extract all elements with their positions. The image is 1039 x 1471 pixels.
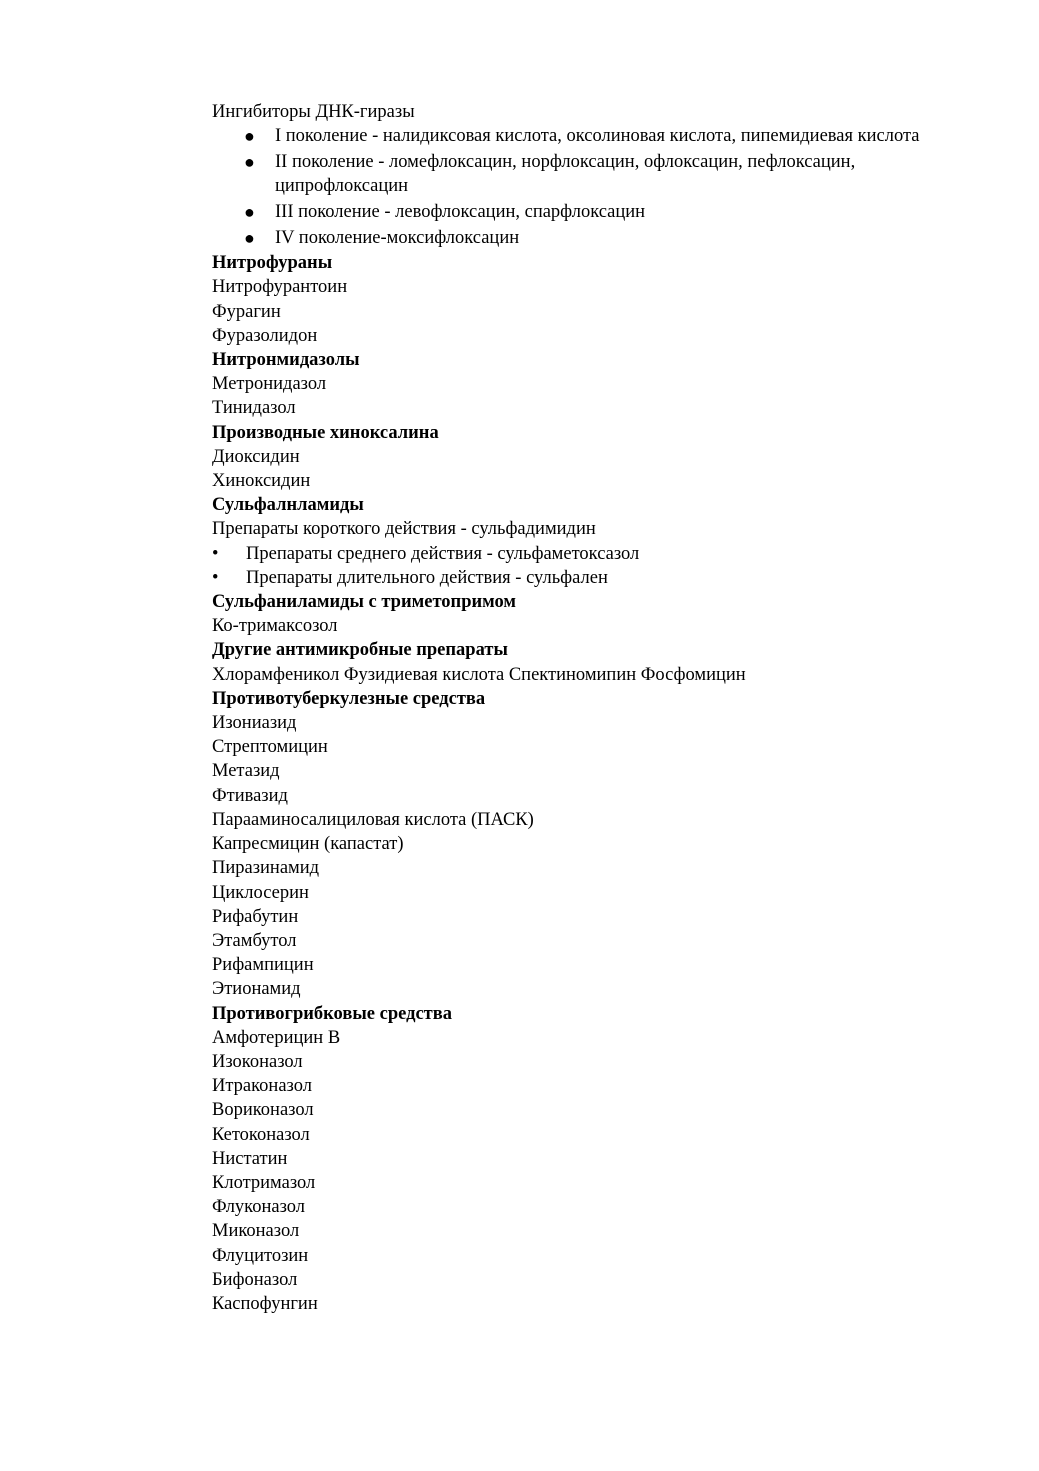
section-heading-antifungals: Противогрибковые средства	[212, 1003, 452, 1024]
drug-item: Итраконазол	[212, 1076, 312, 1097]
section-heading-other-antimicrobials: Другие антимикробные препараты	[212, 640, 508, 661]
section-heading-nitrofurans: Нитрофураны	[212, 253, 333, 274]
section-heading-sulfonamides: Сульфалнламиды	[212, 495, 364, 516]
generation-text: III поколение - левофлоксацин, спарфлоксацин	[275, 201, 646, 222]
drug-item: Бифоназол	[212, 1269, 298, 1290]
bullet-icon: ●	[244, 151, 255, 172]
drug-item: Кетоконазол	[212, 1124, 310, 1145]
drug-item: Рифабутин	[212, 906, 299, 927]
document-page	[212, 100, 972, 1316]
drug-item: Стрептомицин	[212, 737, 328, 758]
drug-item: Метазид	[212, 761, 280, 782]
drug-item: Каспофунгин	[212, 1293, 318, 1314]
drug-item: Флуконазол	[212, 1197, 306, 1218]
drug-item: Нитрофурантоин	[212, 277, 348, 298]
sulfonamide-item-1	[212, 542, 972, 566]
section-heading-antituberculosis: Противотуберкулезные средства	[212, 688, 486, 709]
generation-text: IV поколение-моксифлоксацин	[275, 227, 520, 248]
section-heading-sulfa-trimethoprim: Сульфаниламиды с триметопримом	[212, 592, 517, 613]
generation-list	[212, 124, 972, 250]
sulfonamide-list	[212, 542, 972, 590]
generation-text: II поколение - ломефлоксацин, норфлоксацин, офлоксацин, пефлоксацин, ципрофлоксацин	[275, 151, 856, 197]
bullet-icon: ●	[244, 126, 255, 147]
drug-item: Тинидазол	[212, 398, 296, 419]
drug-item: Флуцитозин	[212, 1245, 309, 1266]
generation-text: I поколение - налидиксовая кислота, оксолиновая кислота, пипемидиевая кислота	[275, 126, 920, 147]
generation-item-1	[212, 124, 955, 148]
generation-item-4	[212, 226, 955, 250]
drug-item: Изоконазол	[212, 1051, 303, 1072]
generation-item-3	[212, 200, 955, 224]
bullet-icon: ●	[244, 201, 255, 222]
drug-item: Миконазол	[212, 1221, 300, 1242]
drug-item: Пиразинамид	[212, 858, 320, 879]
drug-item: Капресмицин (капастат)	[212, 834, 404, 855]
bullet-icon: •	[212, 543, 219, 564]
drug-item: Парааминосалициловая кислота (ПАСК)	[212, 809, 534, 830]
drug-item: Хиноксидин	[212, 471, 311, 492]
drug-item: Амфотерицин В	[212, 1027, 341, 1048]
generation-item-2	[212, 150, 955, 198]
drug-item: Вориконазол	[212, 1100, 314, 1121]
drug-item: Изониазид	[212, 713, 297, 734]
drug-item: Фтивазид	[212, 785, 288, 806]
drug-item: Метронидазол	[212, 374, 327, 395]
drug-item: Препараты короткого действия - сульфадимидин	[212, 519, 596, 540]
drug-item: Циклосерин	[212, 882, 309, 903]
section-heading-nitroimidazoles: Нитронмидазолы	[212, 350, 360, 371]
drug-item: Клотримазол	[212, 1172, 316, 1193]
drug-item: Ко-тримаксозол	[212, 616, 338, 637]
sulfonamide-text: Препараты среднего действия - сульфаметоксазол	[246, 543, 640, 564]
drug-item: Фурагин	[212, 301, 281, 322]
drug-item: Нистатин	[212, 1148, 288, 1169]
dna-gyrase-heading: Ингибиторы ДНК-гиразы	[212, 102, 415, 122]
drug-item: Фуразолидон	[212, 325, 318, 346]
drug-item: Рифампицин	[212, 955, 314, 976]
drug-item: Этамбутол	[212, 930, 297, 951]
sulfonamide-text: Препараты длительного действия - сульфален	[246, 567, 608, 588]
bullet-icon: ●	[244, 227, 255, 248]
section-heading-quinoxalines: Производные хиноксалина	[212, 422, 439, 443]
sulfonamide-item-2	[212, 566, 972, 590]
drug-item: Хлорамфеникол Фузидиевая кислота Спектиномипин Фосфомицин	[212, 664, 746, 685]
drug-item: Этионамид	[212, 979, 301, 1000]
drug-item: Диоксидин	[212, 446, 300, 467]
bullet-icon: •	[212, 567, 219, 588]
